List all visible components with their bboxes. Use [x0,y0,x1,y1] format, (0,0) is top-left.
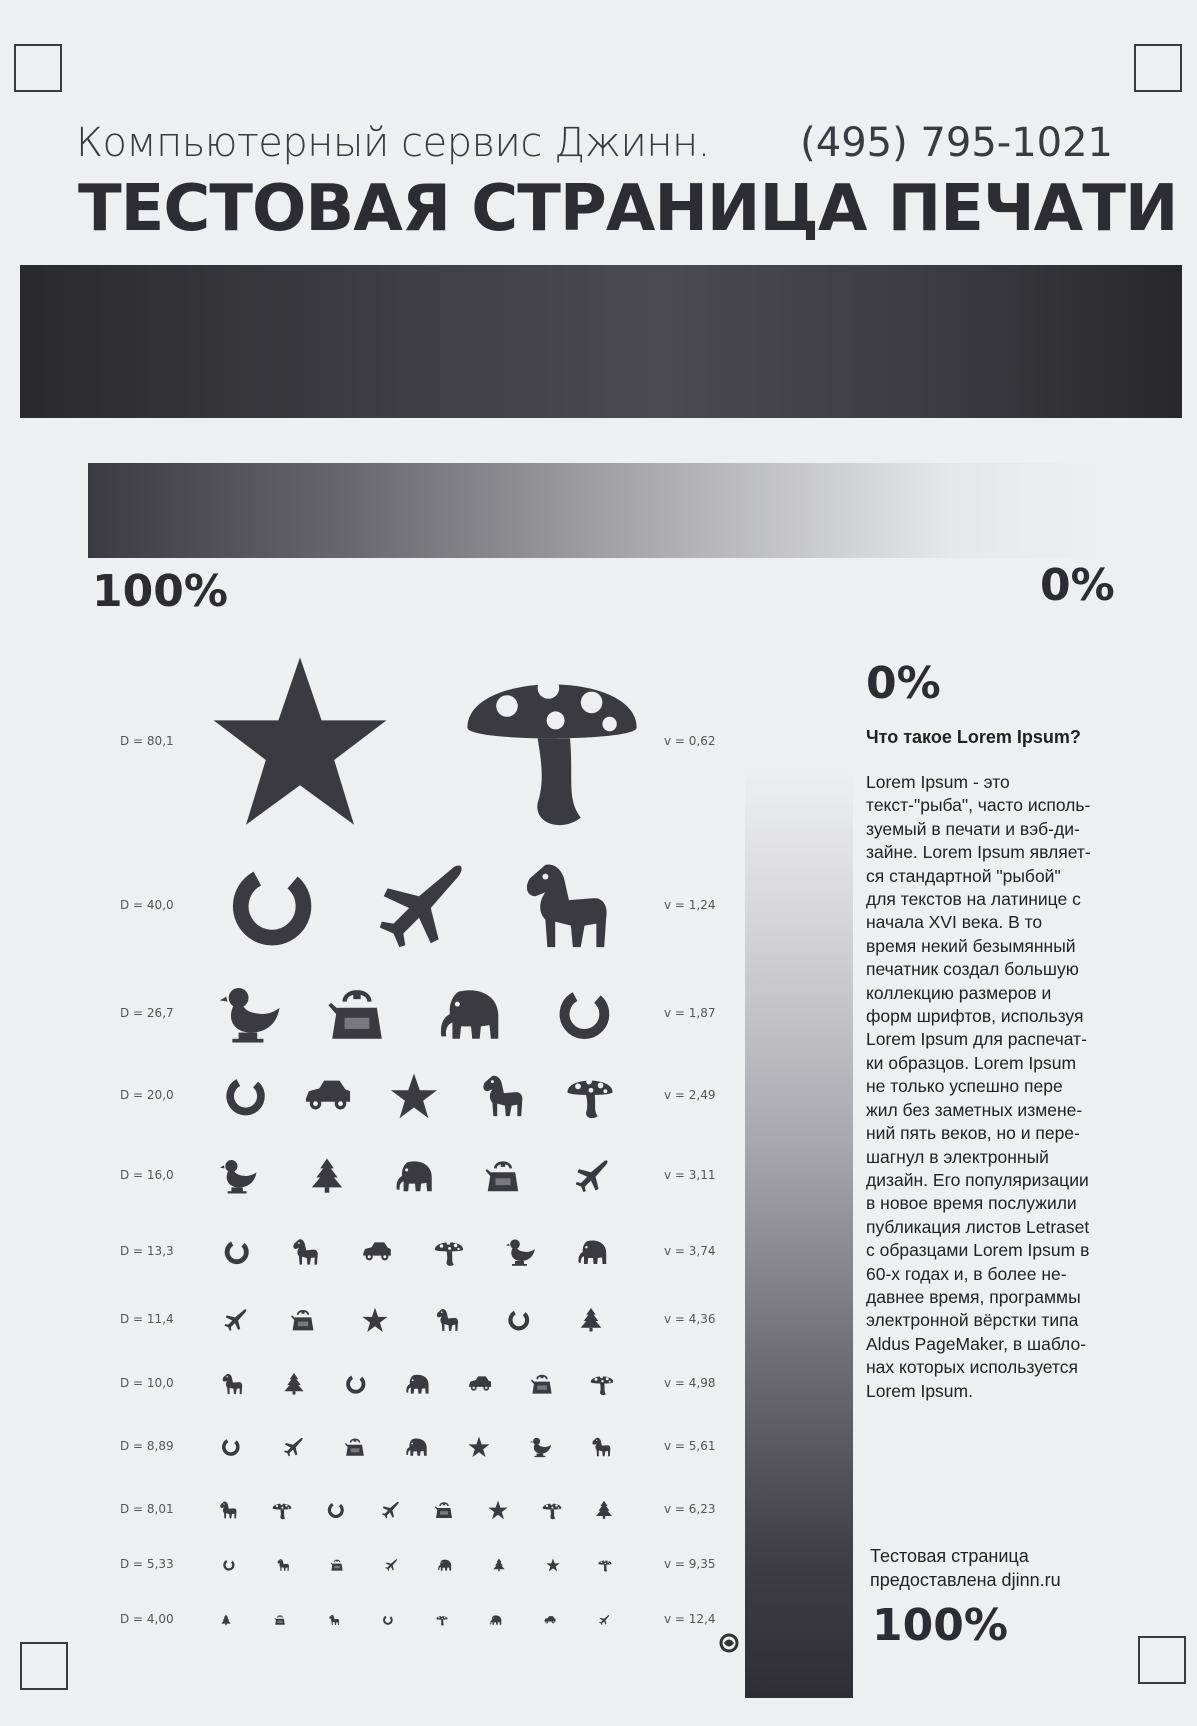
sidebar-heading: Что такое Lorem Ipsum? [866,727,1081,747]
ring-icon [326,1500,346,1520]
ring-icon [220,1436,242,1458]
gradient-label-100: 100% [92,566,228,617]
ring-icon [222,1237,252,1267]
company-name: Компьютерный сервис Джинн. [76,120,710,166]
ring-icon [344,1372,368,1396]
lorem-line: ний пять веков, но и пере- [866,1123,1080,1144]
row-distance-label: D = 40,0 [120,898,174,912]
lorem-line: время некий безымянный [866,935,1076,956]
lorem-line: Lorem Ipsum - это [866,772,1010,792]
lorem-line: Aldus PageMaker, в шабло- [866,1333,1087,1354]
row-acuity-label: v = 1,87 [664,1006,716,1020]
ring-icon [222,1558,236,1572]
lorem-line: ся стандартной "рыбой" [866,865,1061,886]
lorem-line: нах которых используется [866,1357,1078,1378]
lorem-line: дизайн. Его популяризации [866,1169,1089,1190]
row-acuity-label: v = 4,36 [664,1312,716,1326]
horse-icon [516,857,614,955]
tree-icon [308,1157,346,1195]
plane-icon [282,1436,304,1458]
lorem-line: публикация листов Letraset [866,1216,1090,1237]
kettle-icon [330,1558,344,1572]
star-icon [488,1500,508,1520]
elephant-icon [440,983,502,1045]
row-distance-label: D = 5,33 [120,1557,174,1571]
elephant-icon [406,1436,428,1458]
horse-icon [218,1500,238,1520]
lorem-line: с образцами Lorem Ipsum в [866,1240,1090,1261]
kettle-icon [530,1372,554,1396]
horse-icon [590,1436,612,1458]
provider-line-1: Тестовая страница [870,1546,1029,1566]
lorem-line: зайне. Lorem Ipsum являет- [866,842,1091,863]
mushroom-icon [272,1500,292,1520]
car-icon [468,1372,492,1396]
elephant-icon [578,1237,608,1267]
kettle-icon [484,1157,522,1195]
duck-icon [530,1436,552,1458]
row-distance-label: D = 10,0 [120,1376,174,1390]
plane-icon [572,1157,610,1195]
lorem-line: в новое время послужили [866,1193,1077,1214]
lorem-line: коллекцию размеров и [866,982,1052,1003]
lorem-line: текст-"рыба", часто исполь- [866,795,1091,816]
star-icon [210,652,390,832]
horse-icon [220,1372,244,1396]
ring-icon [554,983,616,1045]
row-distance-label: D = 8,01 [120,1502,174,1516]
tree-icon [492,1558,506,1572]
solid-black-band [20,265,1182,418]
lorem-line: 60-х годах и, в более не- [866,1263,1067,1284]
horse-icon [478,1072,526,1120]
row-distance-label: D = 80,1 [120,734,174,748]
lorem-line: форм шрифтов, используя [866,1006,1084,1027]
row-distance-label: D = 11,4 [120,1312,174,1326]
ring-icon [222,1072,270,1120]
page-title: ТЕСТОВАЯ СТРАНИЦА ПЕЧАТИ [78,172,1178,246]
ring-icon [224,857,322,955]
registration-mark-bottom-left [20,1642,68,1690]
horse-icon [290,1237,320,1267]
elephant-icon [396,1157,434,1195]
lorem-line: давнее время, программы [866,1286,1081,1307]
plane-icon [222,1307,248,1333]
duck-icon [220,1157,258,1195]
row-distance-label: D = 20,0 [120,1088,174,1102]
row-acuity-label: v = 9,35 [664,1557,716,1571]
row-acuity-label: v = 0,62 [664,734,716,748]
tree-icon [220,1614,232,1626]
lorem-line: шагнул в электронный [866,1146,1049,1167]
lorem-line: для текстов на латинице с [866,889,1081,910]
star-icon [362,1307,388,1333]
mushroom-icon [590,1372,614,1396]
row-acuity-label: v = 2,49 [664,1088,716,1102]
mushroom-icon [434,1237,464,1267]
provider-line-2: предоставлена djinn.ru [870,1570,1061,1590]
kettle-icon [290,1307,316,1333]
mushroom-icon [598,1558,612,1572]
row-acuity-label: v = 12,4 [664,1612,716,1626]
elephant-icon [438,1558,452,1572]
provider-note [870,1544,1061,1592]
row-distance-label: D = 26,7 [120,1006,174,1020]
kettle-icon [326,983,388,1045]
kettle-icon [274,1614,286,1626]
vertical-gradient-label-0: 0% [866,658,941,709]
plane-icon [380,1500,400,1520]
vertical-gradient-bar [745,768,853,1698]
star-icon [546,1558,560,1572]
row-acuity-label: v = 3,11 [664,1168,716,1182]
lorem-text [866,771,1126,1403]
car-icon [362,1237,392,1267]
phone-number: (495) 795-1021 [800,120,1113,166]
mushroom-icon [462,652,642,832]
registration-mark-bottom-right [1138,1636,1186,1684]
tree-icon [578,1307,604,1333]
mushroom-icon [542,1500,562,1520]
star-icon [390,1072,438,1120]
row-acuity-label: v = 6,23 [664,1502,716,1516]
duck-icon [506,1237,536,1267]
elephant-icon [490,1614,502,1626]
lorem-line: ки образцов. Lorem Ipsum [866,1052,1077,1073]
horse-icon [434,1307,460,1333]
star-icon [468,1436,490,1458]
horse-icon [328,1614,340,1626]
row-acuity-label: v = 3,74 [664,1244,716,1258]
ring-icon [506,1307,532,1333]
plane-icon [598,1614,610,1626]
lorem-line: зуемый в печати и вэб-ди- [866,818,1080,839]
mushroom-icon [566,1072,614,1120]
row-distance-label: D = 16,0 [120,1168,174,1182]
lorem-line: начала XVI века. В то [866,912,1043,933]
lorem-line: электронной вёрстки типа [866,1310,1079,1331]
row-acuity-label: v = 4,98 [664,1376,716,1390]
logo-swirl-icon [718,1632,740,1654]
row-acuity-label: v = 5,61 [664,1439,716,1453]
row-distance-label: D = 4,00 [120,1612,174,1626]
lorem-line: не только успешно пере [866,1076,1063,1097]
registration-mark-top-right [1134,44,1182,92]
lorem-line: Lorem Ipsum. [866,1380,973,1401]
registration-mark-top-left [14,44,62,92]
lorem-line: Lorem Ipsum для распечат- [866,1029,1087,1050]
car-icon [544,1614,556,1626]
horizontal-gradient-bar [88,463,1103,558]
row-distance-label: D = 8,89 [120,1439,174,1453]
elephant-icon [406,1372,430,1396]
plane-icon [384,1558,398,1572]
kettle-icon [344,1436,366,1458]
car-icon [304,1072,352,1120]
plane-icon [370,857,468,955]
ring-icon [382,1614,394,1626]
row-distance-label: D = 13,3 [120,1244,174,1258]
mushroom-icon [436,1614,448,1626]
tree-icon [282,1372,306,1396]
row-acuity-label: v = 1,24 [664,898,716,912]
duck-icon [220,983,282,1045]
lorem-line: печатник создал большую [866,959,1079,980]
lorem-line: жил без заметных измене- [866,1099,1083,1120]
horse-icon [276,1558,290,1572]
gradient-label-0: 0% [1040,560,1115,611]
kettle-icon [434,1500,454,1520]
tree-icon [594,1500,614,1520]
vertical-gradient-label-100: 100% [872,1600,1008,1651]
